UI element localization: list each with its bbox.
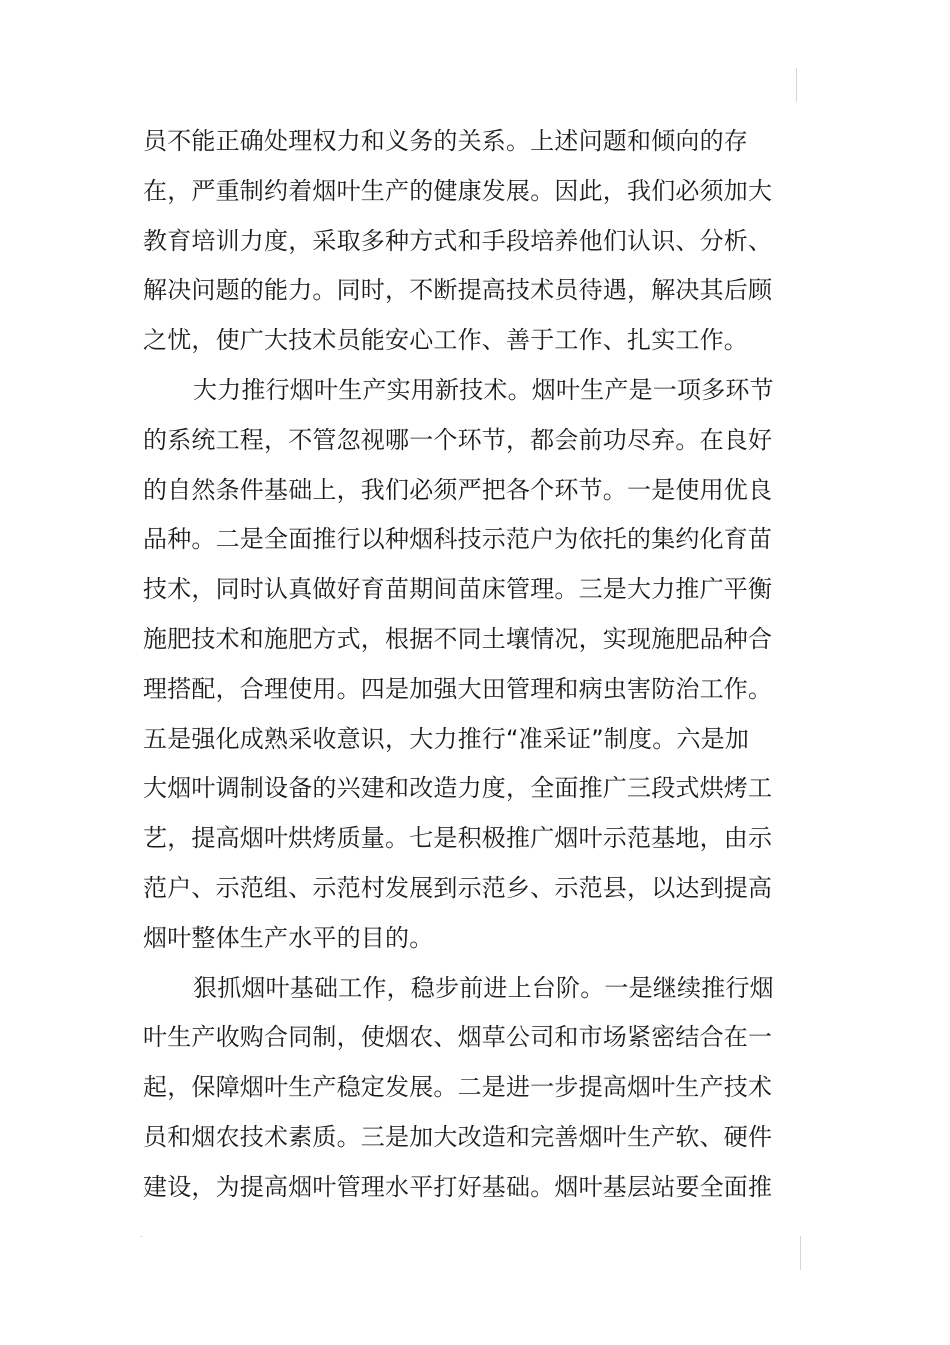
page-edge-mark-bottom [800,1236,801,1270]
text-line: 烟叶整体生产水平的目的。 [143,923,434,952]
text-line: 员和烟农技术素质。三是加大改造和完善烟叶生产软、硬件 [143,1122,773,1151]
body-text [143,117,774,1213]
text-line: 范户、示范组、示范村发展到示范乡、示范县，以达到提高 [143,873,773,902]
text-line: 教育培训力度，采取多种方式和手段培养他们认识、分析、 [143,226,773,255]
text-line: 大烟叶调制设备的兴建和改造力度，全面推广三段式烘烤工 [143,774,773,803]
text-line: 艺，提高烟叶烘烤质量。七是积极推广烟叶示范基地，由示 [143,824,773,853]
text-line: 五是强化成熟采收意识，大力推行“准采证”制度。六是加 [143,724,750,753]
text-line: 技术，同时认真做好育苗期间苗床管理。三是大力推广平衡 [143,575,773,604]
text-line: 解决问题的能力。同时，不断提高技术员待遇，解决其后顾 [143,276,773,305]
text-line: 品种。二是全面推行以种烟科技示范户为依托的集约化育苗 [143,525,773,554]
paragraph-first-line: 狠抓烟叶基础工作，稳步前进上台阶。一是继续推行烟 [193,973,774,1002]
text-line: 叶生产收购合同制，使烟农、烟草公司和市场紧密结合在一 [143,1023,773,1052]
text-line: 员不能正确处理权力和义务的关系。上述问题和倾向的存 [143,127,748,155]
page-edge-mark-top [796,68,797,102]
paragraph-first-line: 大力推行烟叶生产实用新技术。烟叶生产是一项多环节 [193,375,774,404]
text-line: 起，保障烟叶生产稳定发展。二是进一步提高烟叶生产技术 [143,1073,773,1102]
text-line: 施肥技术和施肥方式，根据不同土壤情况，实现施肥品种合 [143,624,773,653]
text-line: 的系统工程，不管忽视哪一个环节，都会前功尽弃。在良好 [143,425,773,454]
text-line: 的自然条件基础上，我们必须严把各个环节。一是使用优良 [143,475,773,504]
text-line: 理搭配，合理使用。四是加强大田管理和病虫害防治工作。 [143,674,773,703]
page-corner-mark [140,1236,143,1237]
text-line: 之忧，使广大技术员能安心工作、善于工作、扎实工作。 [143,326,748,355]
text-line: 在，严重制约着烟叶生产的健康发展。因此，我们必须加大 [143,176,773,205]
text-line: 建设，为提高烟叶管理水平打好基础。烟叶基层站要全面推 [143,1172,773,1201]
